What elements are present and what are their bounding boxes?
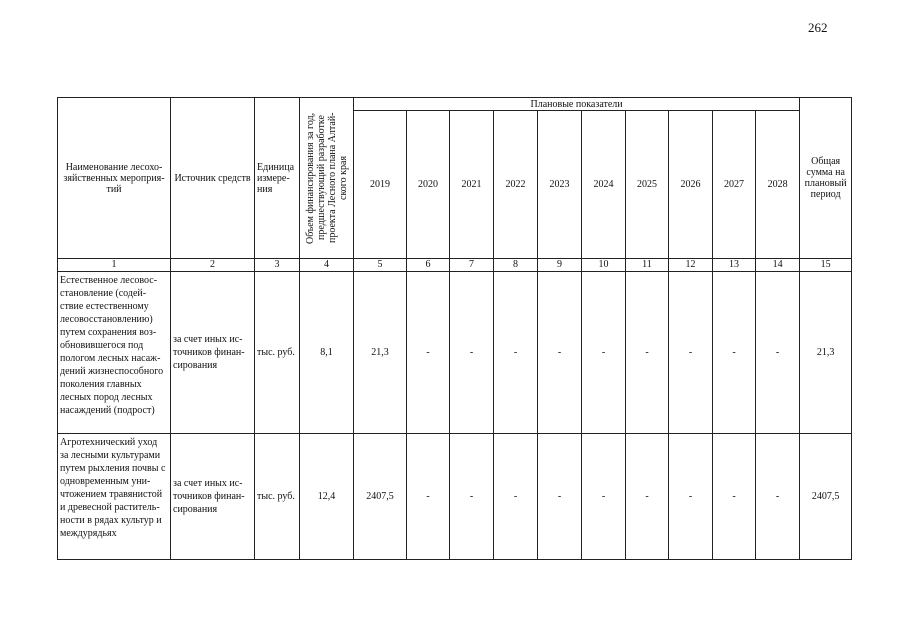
row-name: Естественное лесовос-становление (содей-ствие естественному лесовосстановлению) путем сохранения воз-обновившегося под пологом лесных насаж-дений жизнеспособного поколения главных лесных пород лесных насаждений (подрост) (58, 272, 171, 434)
header-year: 2028 (756, 111, 800, 259)
row-value: - (450, 434, 494, 560)
row-value: - (407, 434, 450, 560)
row-volume: 12,4 (300, 434, 354, 560)
column-number: 1 (58, 259, 171, 272)
header-year: 2019 (354, 111, 407, 259)
column-number: 3 (255, 259, 300, 272)
row-value: - (669, 272, 713, 434)
header-year: 2027 (713, 111, 756, 259)
header-year: 2024 (582, 111, 626, 259)
column-number: 4 (300, 259, 354, 272)
row-value: - (582, 272, 626, 434)
column-number: 14 (756, 259, 800, 272)
column-number: 7 (450, 259, 494, 272)
header-year: 2021 (450, 111, 494, 259)
column-number: 9 (538, 259, 582, 272)
row-value: - (450, 272, 494, 434)
row-value: - (582, 434, 626, 560)
header-planned: Плановые показатели (354, 98, 800, 111)
header-year: 2020 (407, 111, 450, 259)
column-number: 15 (800, 259, 852, 272)
header-volume (300, 98, 354, 259)
table-row (58, 434, 852, 560)
header-total: Общая сумма на плановый период (800, 98, 852, 259)
row-value: - (494, 272, 538, 434)
column-number: 8 (494, 259, 538, 272)
column-number: 5 (354, 259, 407, 272)
row-value: 2407,5 (354, 434, 407, 560)
header-volume-text: Объем финансирования за год, предшествующий разработке проекта Лесного плана Алтай-ского края (304, 112, 349, 244)
row-value: - (713, 272, 756, 434)
page-number: 262 (808, 20, 828, 35)
column-number: 6 (407, 259, 450, 272)
row-value: - (494, 434, 538, 560)
row-value: 21,3 (354, 272, 407, 434)
header-year: 2023 (538, 111, 582, 259)
row-value: - (538, 434, 582, 560)
header-source: Источник средств (171, 98, 255, 259)
row-value: - (626, 272, 669, 434)
header-unit: Единица измере-ния (255, 98, 300, 259)
column-number: 10 (582, 259, 626, 272)
column-number: 13 (713, 259, 756, 272)
header-name: Наименование лесохо-зяйственных мероприя-тий (58, 98, 171, 259)
row-source: за счет иных ис-точников финан-сирования (171, 434, 255, 560)
row-value: - (756, 272, 800, 434)
row-value: - (626, 434, 669, 560)
column-number: 11 (626, 259, 669, 272)
header-year: 2026 (669, 111, 713, 259)
row-unit: тыс. руб. (255, 272, 300, 434)
header-year: 2022 (494, 111, 538, 259)
column-number: 2 (171, 259, 255, 272)
row-value: - (407, 272, 450, 434)
row-value: - (669, 434, 713, 560)
row-total: 2407,5 (800, 434, 852, 560)
row-value: - (713, 434, 756, 560)
planning-table (57, 97, 852, 560)
row-value: - (756, 434, 800, 560)
row-source: за счет иных ис-точников финан-сирования (171, 272, 255, 434)
row-unit: тыс. руб. (255, 434, 300, 560)
column-number: 12 (669, 259, 713, 272)
table-row (58, 272, 852, 434)
row-value: - (538, 272, 582, 434)
row-total: 21,3 (800, 272, 852, 434)
row-name: Агротехнический уход за лесными культурами путем рыхления почвы с одновременным уни-чтожением травянистой и древесной раститель-ности в рядах культур и междурядьях (58, 434, 171, 560)
header-year: 2025 (626, 111, 669, 259)
row-volume: 8,1 (300, 272, 354, 434)
